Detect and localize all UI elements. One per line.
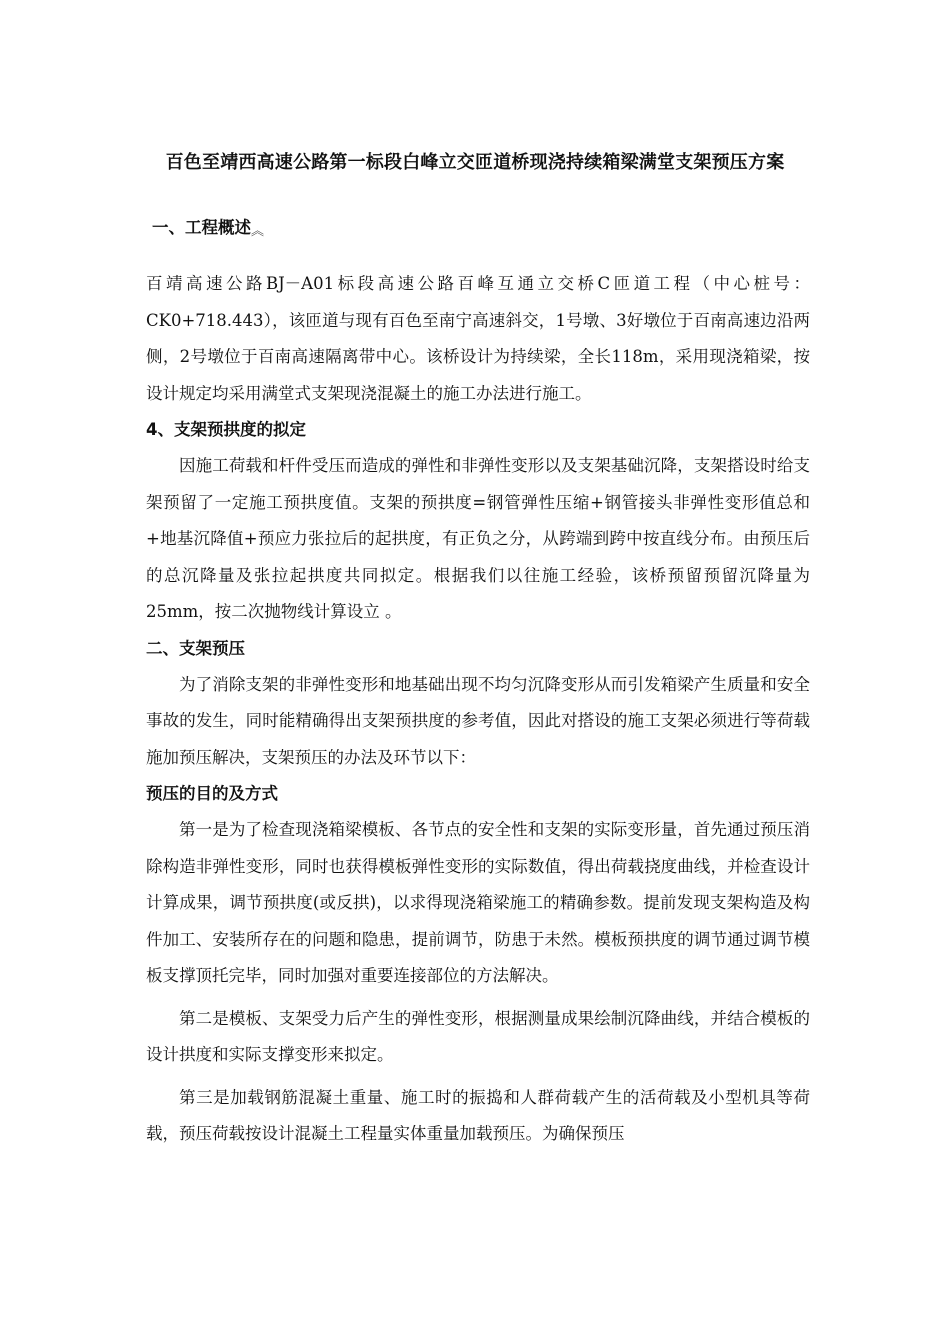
- document-body: [146, 210, 810, 1153]
- section-heading: [146, 210, 810, 250]
- double-caret-icon: ︽: [251, 224, 265, 239]
- paragraph: 第三是加载钢筋混凝土重量、施工时的振捣和人群荷载产生的活荷载及小型机具等荷载，预压荷载按设计混凝土工程量实体重量加载预压。为确保预压: [146, 1087, 810, 1143]
- paragraph: 百靖高速公路BJ－A01标段高速公路百峰互通立交桥C匝道工程（中心桩号：CK0+718.443），该匝道与现有百色至南宁高速斜交，1号墩、3好墩位于百南高速边沿两侧，2号墩位于百南高速隔离带中心。该桥设计为持续梁，全长118m，采用现浇箱梁，按设计规定均采用满堂式支架现浇混凝土的施工办法进行施工。: [146, 274, 810, 403]
- document-title: 百色至靖西高速公路第一标段白峰立交匝道桥现浇持续箱梁满堂支架预压方案: [165, 152, 785, 173]
- paragraph: 第二是模板、支架受力后产生的弹性变形，根据测量成果绘制沉降曲线，并结合模板的设计拱度和实际支撑变形来拟定。: [146, 1008, 810, 1064]
- section-preload: [146, 631, 810, 777]
- paragraph: 为了消除支架的非弹性变形和地基础出现不均匀沉降变形从而引发箱梁产生质量和安全事故的发生，同时能精确得出支架预拱度的参考值，因此对搭设的施工支架必须进行等荷载施加预压解决，支架预压的办法及环节以下：: [146, 674, 810, 767]
- section-heading-text: 一、工程概述: [152, 218, 251, 237]
- section-camber: [146, 412, 810, 631]
- section-heading: 预压的目的及方式: [146, 784, 278, 803]
- section-purpose: [146, 776, 810, 1153]
- paragraph: 第一是为了检查现浇箱梁模板、各节点的安全性和支架的实际变形量，首先通过预压消除构造非弹性变形，同时也获得模板弹性变形的实际数值，得出荷载挠度曲线，并检查设计计算成果，调节预拱度(或反拱)，以求得现浇箱梁施工的精确参数。提前发现支架构造及构件加工、安装所存在的问题和隐患，提前调节，防患于未然。模板预拱度的调节通过调节模板支撑顶托完毕，同时加强对重要连接部位的方法解决。: [146, 820, 810, 985]
- paragraph: 因施工荷载和杆件受压而造成的弹性和非弹性变形以及支架基础沉降，支架搭设时给支架预留了一定施工预拱度值。支架的预拱度=钢管弹性压缩+钢管接头非弹性变形值总和+地基沉降值+预应力张拉后的起拱度，有正负之分，从跨端到跨中按直线分布。由预压后的总沉降量及张拉起拱度共同拟定。根据我们以往施工经验，该桥预留预留沉降量为25mm，按二次抛物线计算设立 。: [146, 456, 810, 621]
- section-overview: [146, 210, 810, 412]
- section-heading: 二、支架预压: [146, 638, 245, 658]
- section-heading: 4、支架预拱度的拟定: [146, 420, 306, 439]
